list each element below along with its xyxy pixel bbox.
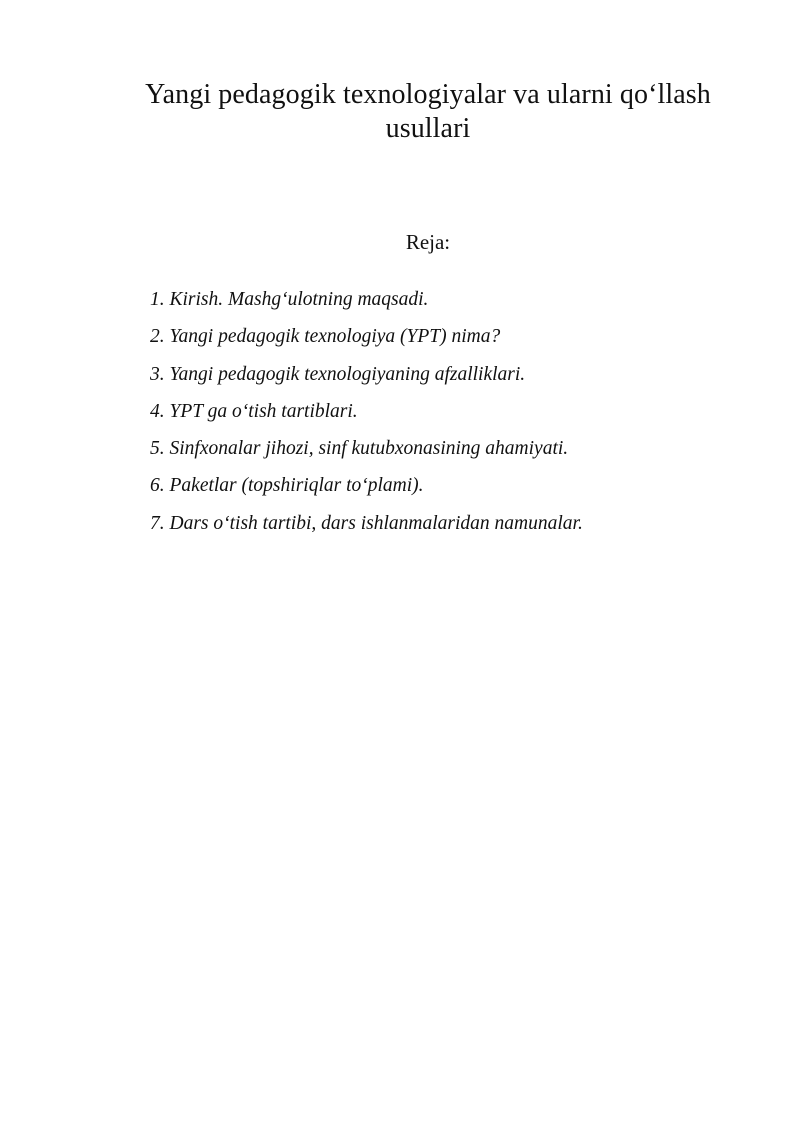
plan-list: [150, 287, 583, 548]
plan-item-4: 4. YPT ga o‘tish tartiblari.: [150, 400, 358, 422]
document-title: Yangi pedagogik texnologiyalar va ularni qo‘llash usullari: [145, 79, 711, 144]
plan-heading: Reja:: [405, 230, 451, 254]
plan-item-2: 2. Yangi pedagogik texnologiya (YPT) nima?: [150, 326, 501, 348]
plan-item-6: 6. Paketlar (topshiriqlar to‘plami).: [150, 475, 424, 497]
plan-item-7: 7. Dars o‘tish tartibi, dars ishlanmalaridan namunalar.: [150, 512, 583, 534]
plan-item-3: 3. Yangi pedagogik texnologiyaning afzalliklari.: [150, 363, 526, 385]
plan-item-1: 1. Kirish. Mashg‘ulotning maqsadi.: [150, 289, 429, 310]
plan-item-5: 5. Sinfxonalar jihozi, sinf kutubxonasining ahamiyati.: [150, 438, 569, 460]
